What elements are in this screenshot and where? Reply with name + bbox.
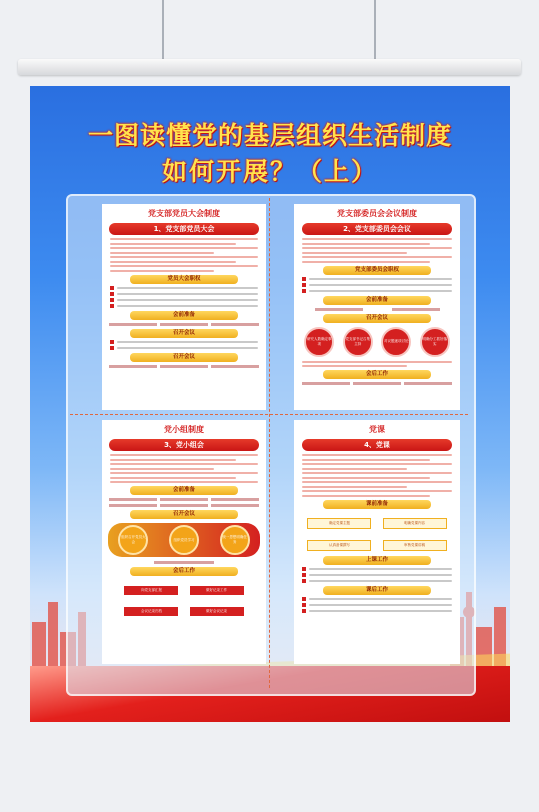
section-main-bar: 2、党支部委员会会议: [302, 223, 452, 235]
body-text: [302, 238, 452, 263]
subheading-follow-up: 会后工作: [130, 567, 238, 576]
step-circle: 对议题逐项讨论: [381, 327, 411, 357]
step-circle: 组织党员学习: [169, 525, 199, 555]
subheading-meeting-2: 召开会议: [130, 353, 238, 362]
body-text: [302, 454, 452, 497]
prep-tag: 审核党课讲稿: [383, 540, 447, 551]
section-heading: 党支部委员会会议制度: [337, 209, 417, 218]
section-committee: [294, 204, 460, 410]
subheading-meeting: 召开会议: [323, 314, 431, 323]
subheading-powers: 党员大会职权: [130, 275, 238, 284]
poster-top-rail: [18, 59, 521, 75]
section-main-bar: 1、党支部党员大会: [109, 223, 259, 235]
subheading-follow-up: 会后工作: [323, 370, 431, 379]
prep-tag: 认真备课撰写: [307, 540, 371, 551]
section-party-lecture: [294, 420, 460, 664]
step-circle: 党支部书记召集主持: [343, 327, 373, 357]
task-button: 向党支部汇报: [124, 586, 178, 595]
section-heading: 党支部党员大会制度: [148, 209, 220, 218]
step-circle: 组织召开党员大会: [118, 525, 148, 555]
section-main-bar: 4、党课: [302, 439, 452, 451]
hanging-wire-right: [374, 0, 376, 60]
task-button: 做好会议记录: [190, 607, 244, 616]
subheading-preparation: 会前准备: [323, 296, 431, 305]
subheading-preparation: 会前准备: [130, 486, 238, 495]
section-heading: 党小组制度: [164, 425, 204, 434]
subheading-preparation: 会前准备: [130, 311, 238, 320]
section-party-group: [102, 420, 266, 664]
subheading-meeting: 召开会议: [130, 510, 238, 519]
vertical-divider: [269, 198, 270, 688]
subheading-after-class: 课后工作: [323, 586, 431, 595]
poster: [30, 86, 510, 722]
section-heading: 党课: [369, 425, 385, 434]
prep-tag: 明确党课内容: [383, 518, 447, 529]
step-circle: 研究人数确定事项: [304, 327, 334, 357]
group-steps: [108, 523, 260, 557]
prep-tag: 确定党课主题: [307, 518, 371, 529]
section-main-bar: 3、党小组会: [109, 439, 259, 451]
poster-subtitle: 如何开展？（上）: [161, 157, 378, 186]
body-text: [110, 238, 258, 272]
task-button: 做好记录工作: [190, 586, 244, 595]
subheading-powers: 党支部委员会职权: [323, 266, 431, 275]
subheading-class-work: 上课工作: [323, 556, 431, 565]
subheading-preparation: 课前准备: [323, 500, 431, 509]
step-circle: 明确分工抓好落实: [420, 327, 450, 357]
hanging-wire-left: [162, 0, 164, 60]
body-text: [110, 454, 258, 483]
task-button: 会议记录归档: [124, 607, 178, 616]
subheading-meeting: 召开会议: [130, 329, 238, 338]
poster-title: 一图读懂党的基层组织生活制度: [87, 121, 452, 150]
step-circle: 统一思想明确任务: [220, 525, 250, 555]
meeting-steps: [300, 327, 454, 357]
section-party-congress: [102, 204, 266, 410]
